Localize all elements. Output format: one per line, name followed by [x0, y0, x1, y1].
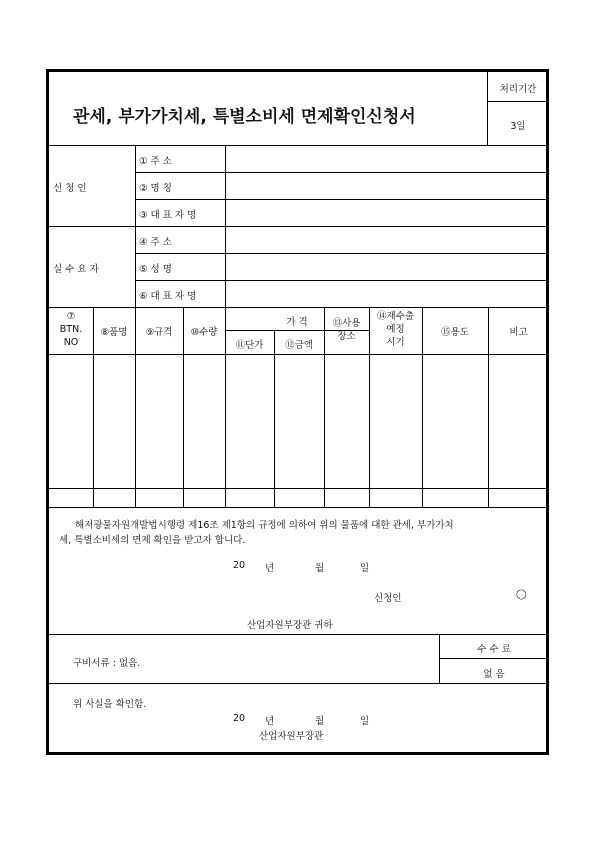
- col-remarks-header: 비고: [509, 327, 528, 338]
- statement-date-y: 년: [265, 563, 275, 574]
- consumer-representative-label: ⑥ 대 표 자 명: [139, 291, 197, 302]
- col-amount-header: ⑫금액: [285, 340, 313, 351]
- confirm-text: 위 사실을 확인함.: [73, 699, 147, 710]
- col-place-header: ⑬사용 장소: [332, 318, 361, 342]
- col-reexport-header: ⑭재수출 예정 시기: [376, 311, 415, 348]
- fee-value: 없 음: [483, 669, 505, 680]
- processing-divider: [487, 101, 549, 102]
- consumer-address-field[interactable]: [226, 227, 548, 253]
- table-bottom-line: [49, 507, 549, 508]
- consumer-name-label: ⑤ 성 명: [139, 264, 172, 275]
- consumer-name-field[interactable]: [226, 254, 548, 280]
- applicant-representative-field[interactable]: [226, 200, 548, 226]
- col-price-header: 가 격: [286, 317, 308, 328]
- confirm-authority: 산업자원부장관: [259, 731, 324, 742]
- applicant-signature-label: 신청인: [374, 593, 402, 604]
- statement-date-year: 20: [233, 560, 246, 571]
- statement-bottom-line: [49, 634, 549, 635]
- addressee: 산업자원부장관 귀하: [247, 620, 333, 631]
- col-unit-price-header: ⑪단가: [235, 340, 264, 351]
- confirm-date-y: 년: [265, 716, 275, 727]
- statement-line-2: 세, 특별소비세의 면제 확인을 받고자 합니다.: [59, 535, 246, 546]
- consumer-address-label: ④ 주 소: [139, 237, 172, 248]
- col-btn-no-header: ⑦ BTN. NO: [59, 311, 83, 348]
- documents-bottom-line: [49, 683, 549, 684]
- required-documents: 구비서류 : 없음.: [73, 658, 141, 669]
- col-item-header: ⑧품명: [100, 327, 128, 338]
- col-spec-header: ⑨규격: [145, 327, 173, 338]
- processing-period-value: 3일: [510, 121, 526, 132]
- applicant-section-label: 신 청 인: [53, 183, 87, 194]
- processing-period-label: 처리기간: [499, 84, 537, 95]
- confirm-date-year: 20: [233, 713, 246, 724]
- table-row[interactable]: [49, 489, 549, 507]
- statement-line-1: 해저광물자원개발법시행령 제16조 제1항의 규정에 의하여 위의 물품에 대한 관세, 부가가치: [75, 520, 454, 531]
- table-body-area[interactable]: [49, 355, 549, 488]
- applicant-name-label: ② 명 칭: [139, 183, 172, 194]
- consumer-representative-field[interactable]: [226, 281, 548, 307]
- applicant-representative-label: ③ 대 표 자 명: [139, 210, 197, 221]
- form-title: 관세, 부가가치세, 특별소비세 면제확인신청서: [73, 107, 416, 127]
- applicant-address-field[interactable]: [226, 146, 548, 172]
- confirm-date-d: 일: [360, 716, 370, 727]
- consumer-section-label: 실 수 요 자: [53, 264, 99, 275]
- col-use-header: ⑮용도: [441, 327, 469, 338]
- confirm-date-m: 월: [315, 716, 325, 727]
- seal-mark: ◯: [516, 589, 527, 600]
- applicant-address-label: ① 주 소: [139, 156, 172, 167]
- consumer-bottom-line: [49, 307, 549, 308]
- col-qty-header: ⑩수량: [190, 327, 218, 338]
- applicant-name-field[interactable]: [226, 173, 548, 199]
- application-form: [46, 69, 549, 755]
- statement-date-m: 월: [315, 563, 325, 574]
- fee-label: 수 수 료: [477, 644, 511, 655]
- statement-date-d: 일: [360, 563, 370, 574]
